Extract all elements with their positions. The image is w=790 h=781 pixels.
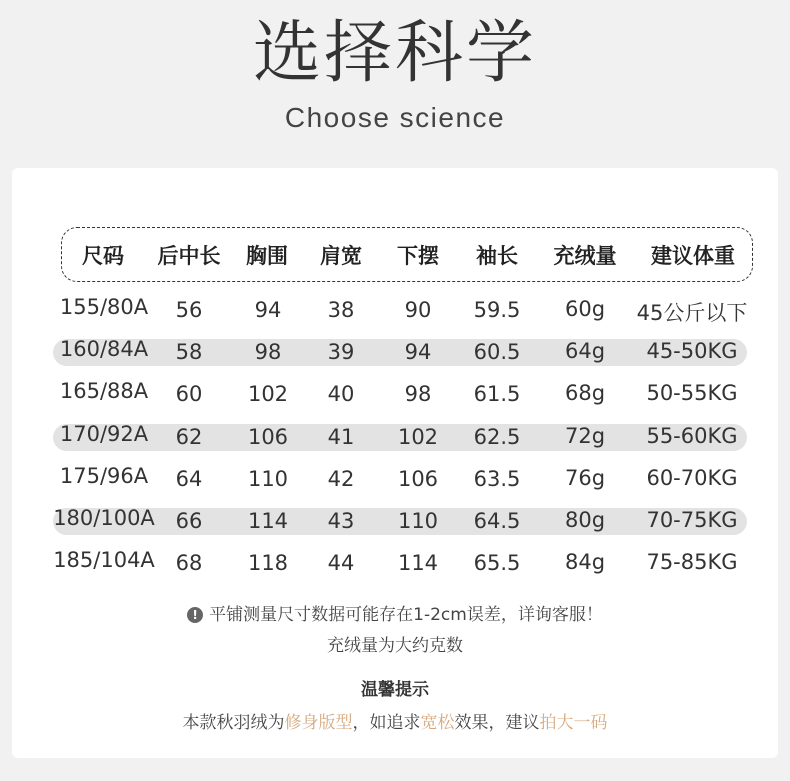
cell-chest: 98 bbox=[254, 340, 282, 364]
cell-hem: 106 bbox=[397, 467, 439, 491]
tip-highlight-size-up: 拍大一码 bbox=[539, 713, 608, 733]
cell-down-fill: 84g bbox=[564, 550, 606, 574]
note-line-2: 充绒量为大约克数 bbox=[327, 636, 463, 656]
note-line-1: 平铺测量尺寸数据可能存在1-2cm误差，详询客服！ bbox=[209, 605, 603, 625]
cell-weight: 75-85KG bbox=[646, 550, 738, 574]
cell-shoulder: 40 bbox=[327, 382, 355, 406]
cell-shoulder: 44 bbox=[327, 551, 355, 575]
cell-down-fill: 64g bbox=[564, 339, 606, 363]
cell-size: 175/96A bbox=[59, 464, 149, 488]
cell-sleeve: 61.5 bbox=[473, 382, 521, 406]
cell-sleeve: 59.5 bbox=[473, 298, 521, 322]
cell-shoulder: 41 bbox=[327, 425, 355, 449]
cell-down-fill: 60g bbox=[564, 297, 606, 321]
cell-back-length: 68 bbox=[175, 551, 203, 575]
cell-down-fill: 76g bbox=[564, 466, 606, 490]
cell-back-length: 62 bbox=[175, 425, 203, 449]
page-subtitle: Choose science bbox=[284, 102, 506, 133]
cell-sleeve: 60.5 bbox=[473, 340, 521, 364]
cell-chest: 94 bbox=[254, 298, 282, 322]
tip-text bbox=[0, 708, 790, 733]
cell-size: 185/104A bbox=[53, 548, 155, 572]
header-shoulder: 肩宽 bbox=[320, 244, 362, 268]
header-weight: 建议体重 bbox=[651, 244, 735, 268]
measurement-note bbox=[0, 600, 790, 625]
cell-back-length: 56 bbox=[175, 298, 203, 322]
cell-sleeve: 62.5 bbox=[473, 425, 521, 449]
row-stripe bbox=[53, 339, 747, 366]
cell-chest: 110 bbox=[247, 467, 289, 491]
cell-shoulder: 38 bbox=[327, 298, 355, 322]
tip-title: 温馨提示 bbox=[361, 680, 429, 700]
cell-size: 180/100A bbox=[53, 506, 155, 530]
cell-chest: 114 bbox=[247, 509, 289, 533]
cell-down-fill: 80g bbox=[564, 508, 606, 532]
page-title: 选择科学 bbox=[252, 14, 537, 93]
cell-back-length: 66 bbox=[175, 509, 203, 533]
header-sleeve: 袖长 bbox=[476, 244, 518, 268]
cell-chest: 118 bbox=[247, 551, 289, 575]
cell-size: 155/80A bbox=[59, 295, 149, 319]
cell-weight: 50-55KG bbox=[646, 381, 738, 405]
cell-back-length: 60 bbox=[175, 382, 203, 406]
cell-shoulder: 39 bbox=[327, 340, 355, 364]
cell-weight: 45-50KG bbox=[646, 339, 738, 363]
cell-sleeve: 63.5 bbox=[473, 467, 521, 491]
cell-sleeve: 65.5 bbox=[473, 551, 521, 575]
cell-hem: 90 bbox=[404, 298, 432, 322]
tip-highlight-loose: 宽松 bbox=[420, 713, 455, 733]
header-chest: 胸围 bbox=[246, 244, 288, 268]
cell-weight: 60-70KG bbox=[646, 466, 738, 490]
cell-shoulder: 43 bbox=[327, 509, 355, 533]
cell-weight: 70-75KG bbox=[646, 508, 738, 532]
cell-back-length: 58 bbox=[175, 340, 203, 364]
header-size: 尺码 bbox=[82, 244, 124, 268]
header-back-length: 后中长 bbox=[157, 244, 221, 268]
tip-part-3: 效果，建议 bbox=[454, 713, 540, 733]
cell-sleeve: 64.5 bbox=[473, 509, 521, 533]
tip-part-1: 本款秋羽绒为 bbox=[182, 713, 285, 733]
cell-down-fill: 68g bbox=[564, 381, 606, 405]
header-down-fill: 充绒量 bbox=[553, 244, 617, 268]
tip-highlight-fit: 修身版型 bbox=[284, 713, 353, 733]
cell-hem: 98 bbox=[404, 382, 432, 406]
cell-size: 170/92A bbox=[59, 422, 149, 446]
cell-weight: 45公斤以下 bbox=[636, 301, 748, 325]
cell-shoulder: 42 bbox=[327, 467, 355, 491]
cell-size: 160/84A bbox=[59, 337, 149, 361]
cell-back-length: 64 bbox=[175, 467, 203, 491]
exclamation-icon: ! bbox=[187, 607, 203, 623]
cell-hem: 114 bbox=[397, 551, 439, 575]
cell-down-fill: 72g bbox=[564, 424, 606, 448]
cell-hem: 94 bbox=[404, 340, 432, 364]
cell-weight: 55-60KG bbox=[646, 424, 738, 448]
cell-size: 165/88A bbox=[59, 379, 149, 403]
cell-hem: 102 bbox=[397, 425, 439, 449]
cell-chest: 102 bbox=[247, 382, 289, 406]
tip-part-2: ，如追求 bbox=[352, 713, 421, 733]
cell-hem: 110 bbox=[397, 509, 439, 533]
header-hem: 下摆 bbox=[397, 244, 439, 268]
cell-chest: 106 bbox=[247, 425, 289, 449]
